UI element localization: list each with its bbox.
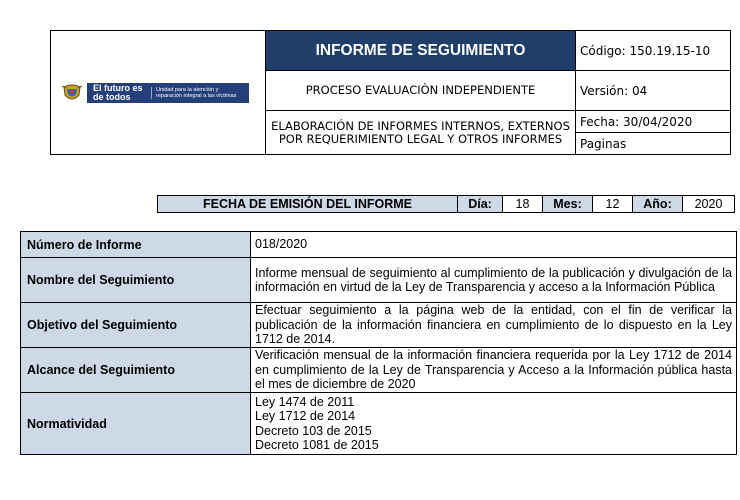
row-value: 018/2020 <box>251 232 737 258</box>
row-key: Nombre del Seguimiento <box>21 258 251 303</box>
codigo: Código: 150.19.15-10 <box>576 31 731 71</box>
emission-date-row <box>157 195 735 213</box>
table-row <box>21 348 737 393</box>
logo-cell <box>51 31 266 155</box>
table-row <box>21 303 737 348</box>
report-title: INFORME DE SEGUIMIENTO <box>266 31 576 71</box>
elaboracion: ELABORACIÓN DE INFORMES INTERNOS, EXTERNOS POR REQUERIMIENTO LEGAL Y OTROS INFORMES <box>266 111 576 155</box>
row-value: Efectuar seguimiento a la página web de la entidad, con el fin de verificar la publicación de la información financiera en cumplimiento de lo dispuesto en la Ley 1712 de 2014. <box>251 303 737 348</box>
row-key: Normatividad <box>21 393 251 455</box>
report-details-table <box>20 231 737 455</box>
row-key: Objetivo del Seguimiento <box>21 303 251 348</box>
brand-main-text: El futuro es de todos <box>93 82 143 102</box>
coat-of-arms-icon <box>61 82 83 104</box>
paginas: Paginas <box>576 133 731 155</box>
list-item: Decreto 1081 de 2015 <box>255 438 379 452</box>
row-key: Alcance del Seguimiento <box>21 348 251 393</box>
day-value: 18 <box>503 196 543 213</box>
logo <box>51 82 265 104</box>
document-header <box>50 30 731 155</box>
normatividad-list <box>251 393 737 455</box>
proceso: PROCESO EVALUACIÒN INDEPENDIENTE <box>266 71 576 111</box>
year-value: 2020 <box>683 196 735 213</box>
month-value: 12 <box>593 196 633 213</box>
table-row <box>21 393 737 455</box>
table-row <box>21 232 737 258</box>
fecha: Fecha: 30/04/2020 <box>576 111 731 133</box>
row-key: Número de Informe <box>21 232 251 258</box>
list-item: Ley 1712 de 2014 <box>255 409 356 423</box>
table-row <box>21 258 737 303</box>
brand-banner <box>87 83 249 103</box>
year-label: Año: <box>633 196 683 213</box>
row-value: Informe mensual de seguimiento al cumplimiento de la publicación y divulgación de la información en virtud de la Ley de Transparencia y acceso a la Información Pública <box>251 258 737 303</box>
version: Versión: 04 <box>576 71 731 111</box>
month-label: Mes: <box>543 196 593 213</box>
list-item: Decreto 103 de 2015 <box>255 423 372 438</box>
day-label: Día: <box>458 196 503 213</box>
list-item: Ley 1474 de 2011 <box>255 394 355 409</box>
emission-label: FECHA DE EMISIÓN DEL INFORME <box>158 196 458 213</box>
brand-sub-text: Unidad para la atención y reparación integral a las víctimas <box>151 87 243 99</box>
row-value: Verificación mensual de la información financiera requerida por la Ley 1712 de 2014 en cumplimiento de la Ley de Transparencia y Acceso a la Información pública hasta el mes de diciembre de 2020 <box>251 348 737 393</box>
